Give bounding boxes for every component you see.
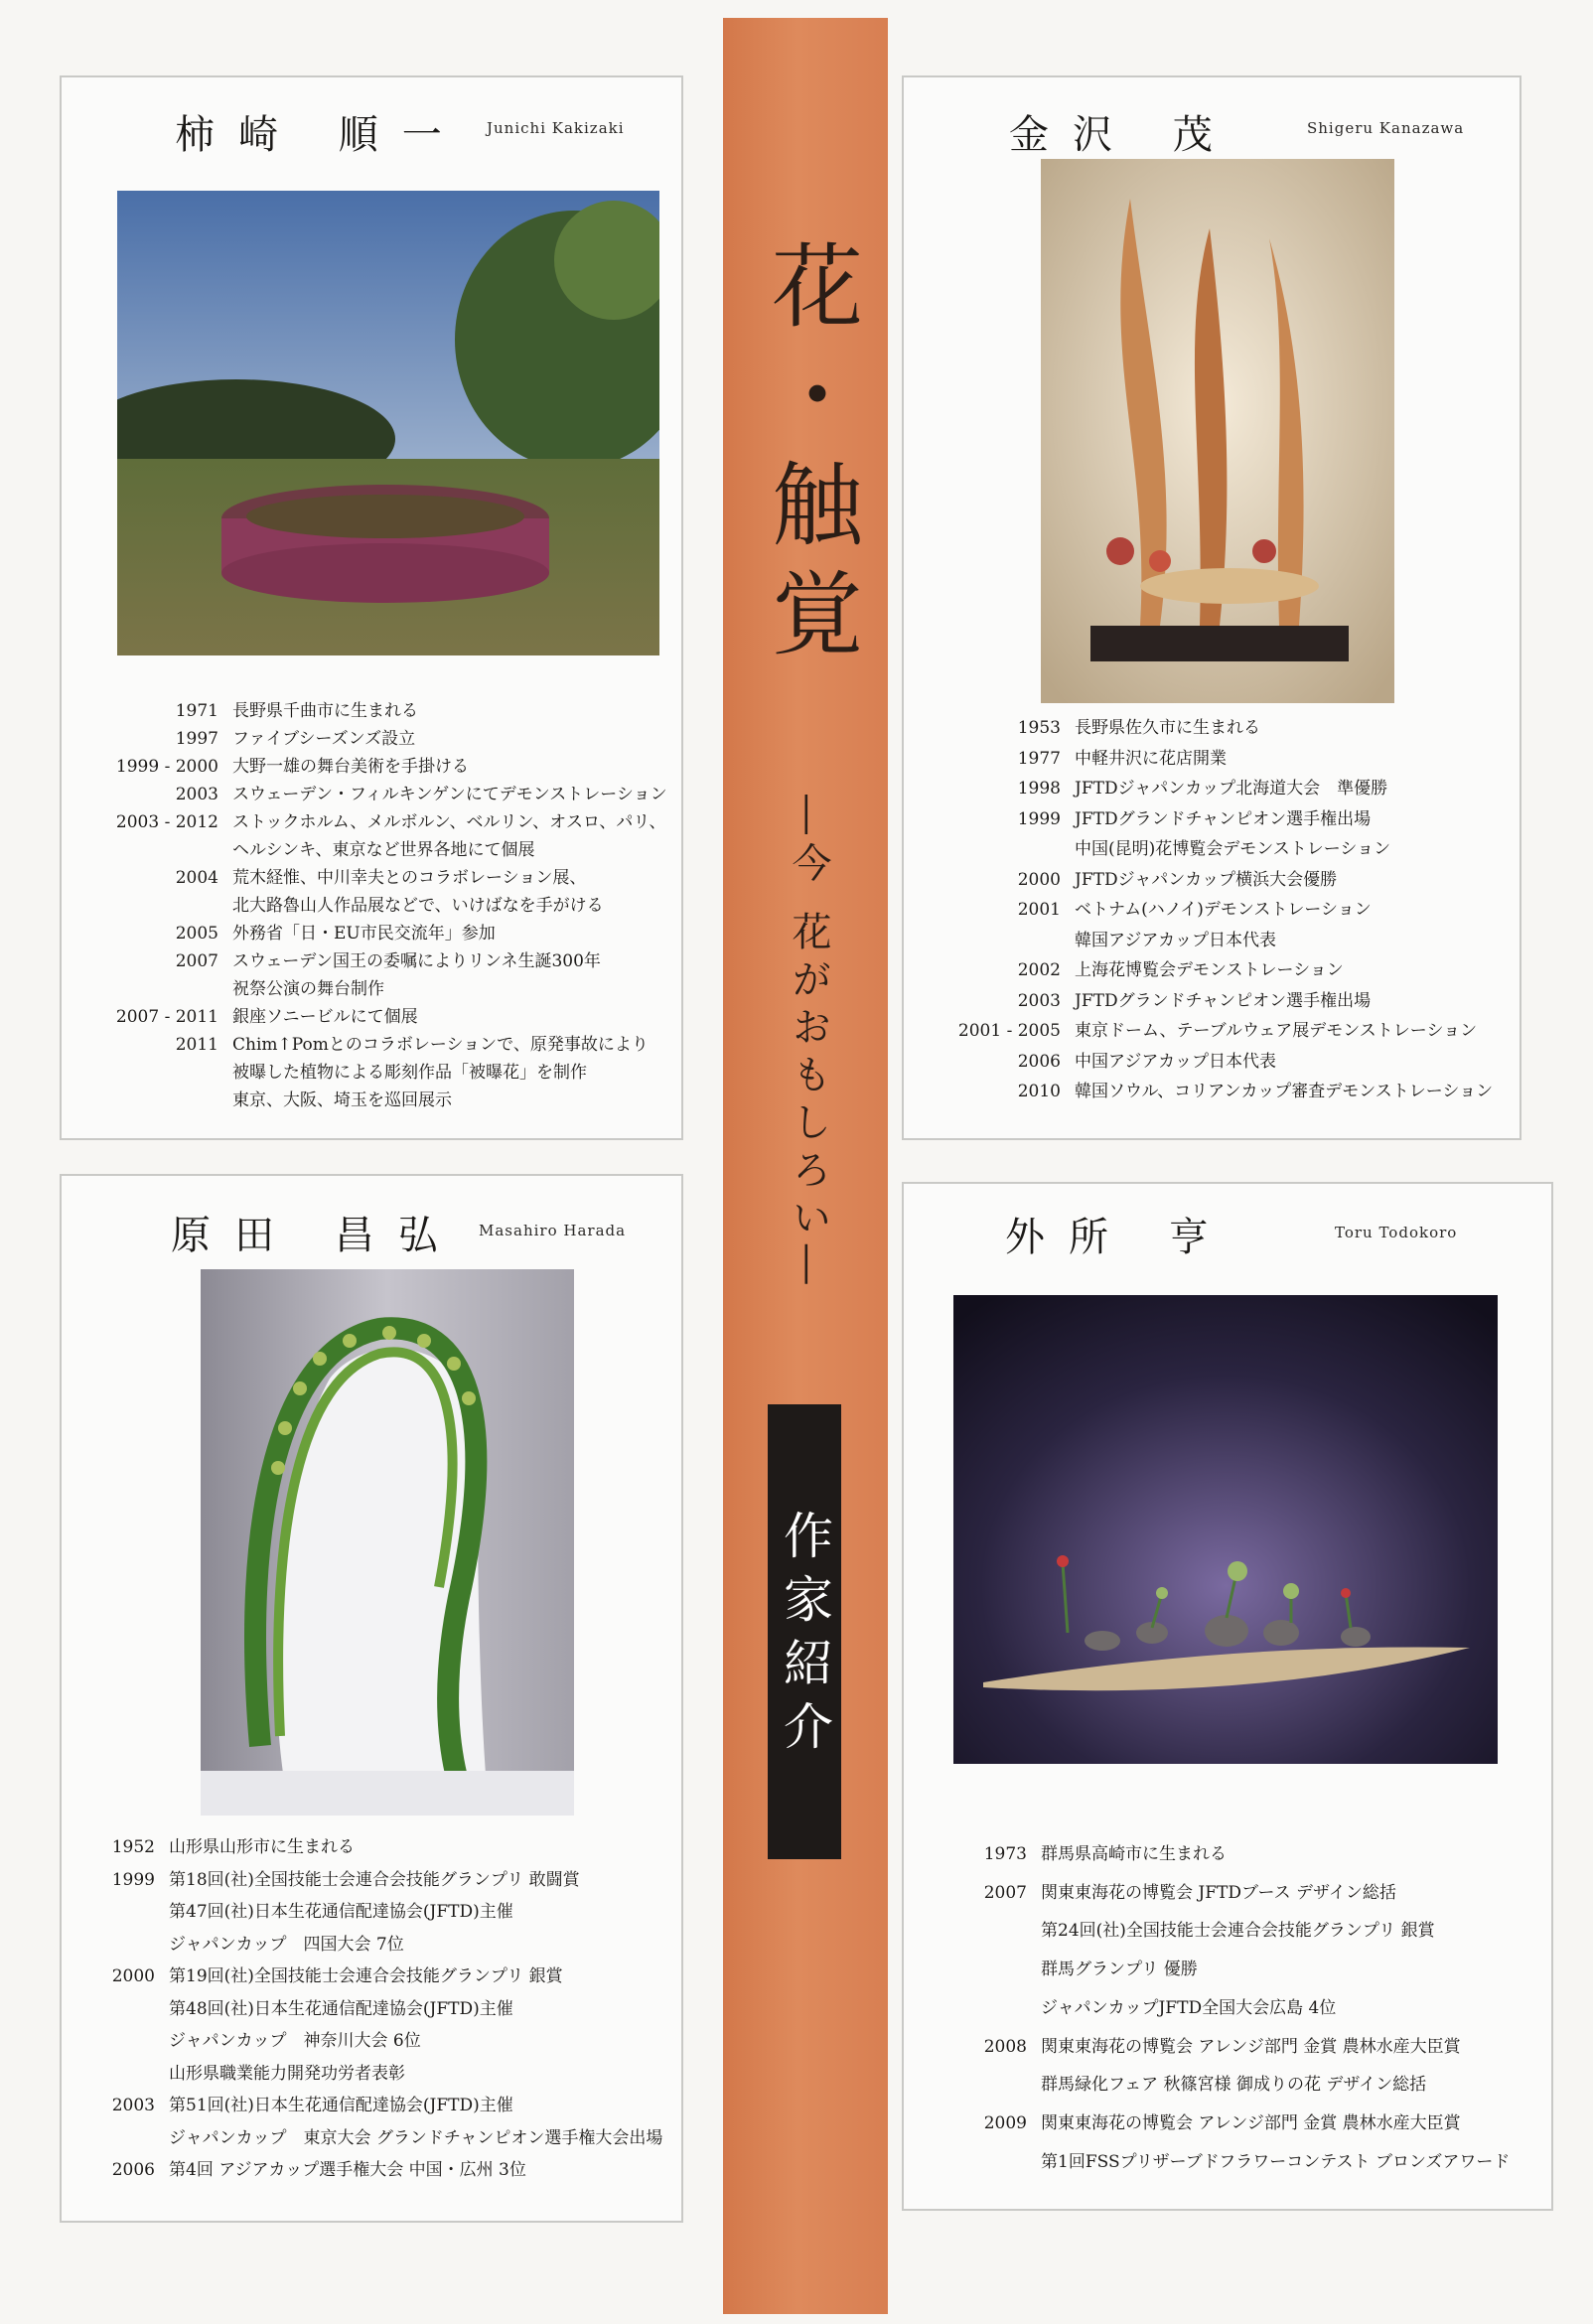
bio-entry xyxy=(953,865,1539,896)
artwork-photo xyxy=(201,1269,574,1816)
bio-entry xyxy=(953,1077,1539,1107)
bio-year: 2007 - 2011 xyxy=(115,1007,218,1027)
bio-text: 長野県佐久市に生まれる xyxy=(1075,718,1260,738)
bio-entry xyxy=(969,2105,1545,2181)
bio-year: 2003 xyxy=(175,785,218,804)
bio-entry xyxy=(953,713,1539,744)
bio-entry xyxy=(99,1831,695,1864)
main-title: 花・触覚 xyxy=(757,238,863,675)
bio-text: JFTDグランドチャンピオン選手権出場 xyxy=(1075,990,1372,1011)
bio-entry xyxy=(99,1864,695,1961)
bio-entry xyxy=(953,895,1539,955)
biography-list xyxy=(111,697,687,1114)
bio-year: 2003 xyxy=(1017,990,1061,1011)
badge-label: 作家紹介 xyxy=(776,1510,833,1764)
bio-year: 2009 xyxy=(983,2112,1027,2133)
bio-year: 2002 xyxy=(1017,960,1061,980)
bio-text: スウェーデン・フィルキンゲンにてデモンストレーション xyxy=(232,785,667,804)
bio-text: ベトナム(ハノイ)デモンストレーション 韓国アジアカップ日本代表 xyxy=(1075,900,1372,950)
bio-text: 大野一雄の舞台美術を手掛ける xyxy=(232,757,469,777)
bio-entry xyxy=(953,1016,1539,1047)
bio-entry xyxy=(111,1031,687,1114)
bio-entry xyxy=(953,744,1539,775)
bio-text: 山形県山形市に生まれる xyxy=(169,1837,355,1857)
biography-list xyxy=(953,713,1539,1107)
bio-text: 上海花博覧会デモンストレーション xyxy=(1075,960,1344,980)
bio-year: 2010 xyxy=(1017,1082,1061,1101)
bio-entry xyxy=(969,2028,1545,2105)
bio-entry xyxy=(953,955,1539,986)
bio-text: 中国アジアカップ日本代表 xyxy=(1075,1051,1276,1072)
bio-text: 第4回 アジアカップ選手権大会 中国・広州 3位 xyxy=(169,2160,526,2180)
bio-entry xyxy=(99,2090,695,2154)
bio-text: 関東東海花の博覧会 JFTDブース デザイン総括 第24回(社)全国技能士会連合会技能グランプリ 銀賞 群馬グランプリ 優勝 ジャパンカップJFTD全国大会広島 4位 xyxy=(1041,1882,1435,2018)
bio-year: 1953 xyxy=(1017,718,1061,738)
bio-entry xyxy=(99,1961,695,2090)
bio-year: 2000 xyxy=(1017,869,1061,890)
bio-text: 第51回(社)日本生花通信配達協会(JFTD)主催 ジャパンカップ 東京大会 グランドチャンピオン選手権大会出場 xyxy=(169,2096,663,2148)
bio-entry xyxy=(111,781,687,808)
artist-name-en: Junichi Kakizaki xyxy=(487,119,625,137)
bio-text: 荒木経惟、中川幸夫とのコラボレーション展、 北大路魯山人作品展などで、いけばなを手がける xyxy=(232,868,604,916)
bio-year: 2011 xyxy=(175,1035,218,1055)
biography-list xyxy=(99,1831,695,2187)
bio-text: 銀座ソニービルにて個展 xyxy=(232,1007,418,1027)
bio-year: 2007 xyxy=(983,1882,1027,1903)
bio-entry xyxy=(953,1047,1539,1078)
bio-year: 2007 xyxy=(175,951,218,971)
bio-year: 2006 xyxy=(1017,1051,1061,1072)
bio-text: 関東東海花の博覧会 アレンジ部門 金賞 農林水産大臣賞 群馬緑化フェア 秋篠宮様 御成りの花 デザイン総括 xyxy=(1041,2036,1461,2096)
bio-year: 2003 xyxy=(111,2096,155,2115)
bio-year: 1999 - 2000 xyxy=(115,757,218,777)
bio-text: 関東東海花の博覧会 アレンジ部門 金賞 農林水産大臣賞 第1回FSSプリザーブドフラワーコンテスト ブロンズアワード xyxy=(1041,2112,1511,2172)
bio-entry xyxy=(111,947,687,1003)
bio-entry xyxy=(111,864,687,920)
bio-year: 2004 xyxy=(175,868,218,888)
bio-entry xyxy=(111,920,687,947)
bio-entry xyxy=(99,2154,695,2187)
bio-year: 2006 xyxy=(111,2160,155,2180)
artist-name-en: Masahiro Harada xyxy=(479,1222,627,1239)
bio-entry xyxy=(969,1874,1545,2028)
bio-year: 1999 xyxy=(1017,808,1061,829)
bio-entry xyxy=(953,804,1539,865)
bio-year: 1973 xyxy=(983,1844,1027,1864)
bio-text: JFTDジャパンカップ北海道大会 準優勝 xyxy=(1075,779,1388,799)
bio-year: 1999 xyxy=(111,1869,155,1890)
bio-entry xyxy=(953,774,1539,804)
bio-year: 1971 xyxy=(175,701,218,721)
bio-text: 東京ドーム、テーブルウェア展デモンストレーション xyxy=(1075,1021,1478,1041)
artist-name-ja: 金沢 茂 xyxy=(1009,112,1236,158)
artist-name-en: Toru Todokoro xyxy=(1335,1224,1458,1241)
bio-entry xyxy=(111,753,687,781)
bio-entry xyxy=(111,697,687,725)
bio-text: JFTDグランドチャンピオン選手権出場 中国(昆明)花博覧会デモンストレーション xyxy=(1075,808,1391,859)
bio-text: JFTDジャパンカップ横浜大会優勝 xyxy=(1075,869,1338,890)
artwork-photo xyxy=(1041,159,1394,703)
bio-text: Chim↑Pomとのコラボレーションで、原発事故により 被曝した植物による彫刻作品「被曝花」を制作 東京、大阪、埼玉を巡回展示 xyxy=(232,1035,649,1110)
bio-entry xyxy=(111,725,687,753)
bio-text: 群馬県高崎市に生まれる xyxy=(1041,1844,1227,1864)
artist-name-en: Shigeru Kanazawa xyxy=(1307,119,1465,137)
artist-name-ja: 外所 亨 xyxy=(1005,1215,1232,1260)
artwork-photo xyxy=(117,191,659,655)
bio-text: 長野県千曲市に生まれる xyxy=(232,701,418,721)
bio-text: 中軽井沢に花店開業 xyxy=(1075,748,1227,769)
bio-text: スウェーデン国王の委嘱によりリンネ生誕300年 祝祭公演の舞台制作 xyxy=(232,951,601,999)
bio-year: 2001 xyxy=(1017,900,1061,920)
bio-text: ストックホルム、メルボルン、ベルリン、オスロ、パリ、 ヘルシンキ、東京など世界各地にて個展 xyxy=(232,812,666,860)
bio-text: 韓国ソウル、コリアンカップ審査デモンストレーション xyxy=(1075,1082,1494,1101)
bio-text: 第19回(社)全国技能士会連合会技能グランプリ 銀賞 第48回(社)日本生花通信配達協会(JFTD)主催 ジャパンカップ 神奈川大会 6位 山形県職業能力開発功労者表彰 xyxy=(169,1966,563,2084)
artist-name-ja: 原田 昌弘 xyxy=(171,1213,462,1258)
bio-entry xyxy=(953,986,1539,1017)
bio-text: 第18回(社)全国技能士会連合会技能グランプリ 敢闘賞 第47回(社)日本生花通信配達協会(JFTD)主催 ジャパンカップ 四国大会 7位 xyxy=(169,1869,580,1955)
bio-year: 2005 xyxy=(175,924,218,944)
artwork-photo xyxy=(953,1295,1498,1764)
bio-entry xyxy=(969,1835,1545,1874)
bio-text: 外務省「日・EU市民交流年」参加 xyxy=(232,924,496,944)
artist-name-ja: 柿崎 順一 xyxy=(175,112,466,158)
bio-year: 1952 xyxy=(111,1837,155,1857)
bio-year: 2003 - 2012 xyxy=(115,812,218,832)
bio-entry xyxy=(111,808,687,864)
bio-text: ファイブシーズンズ設立 xyxy=(232,729,416,749)
subtitle: ―今 花がおもしろい― xyxy=(786,795,831,1292)
bio-year: 1997 xyxy=(175,729,218,749)
bio-year: 1977 xyxy=(1017,748,1061,769)
bio-year: 2001 - 2005 xyxy=(957,1021,1061,1041)
bio-entry xyxy=(111,1003,687,1031)
bio-year: 2008 xyxy=(983,2036,1027,2057)
biography-list xyxy=(969,1835,1545,2181)
bio-year: 1998 xyxy=(1017,779,1061,799)
bio-year: 2000 xyxy=(111,1966,155,1986)
